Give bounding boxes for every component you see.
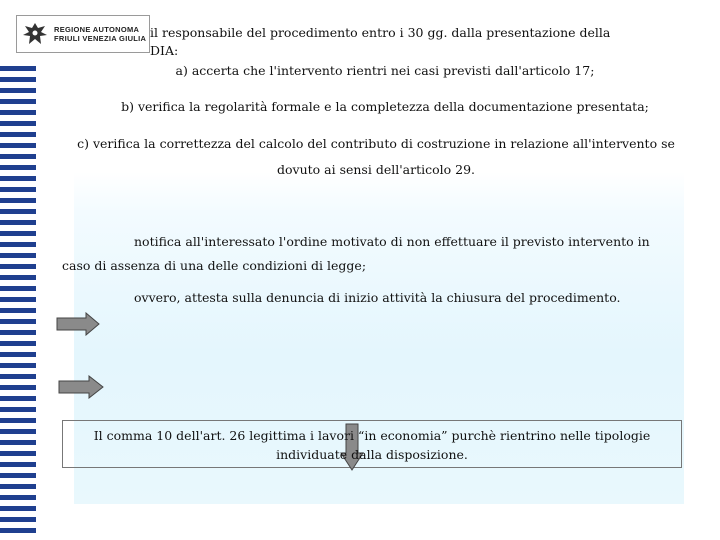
- item-a: a) accerta che l'intervento rientri nei casi previsti dall'articolo 17;: [175, 63, 595, 78]
- heading-text: il responsabile del procedimento entro i 30 gg. dalla presentazione della DIA:: [150, 25, 611, 58]
- notifica-text: notifica all'interessato l'ordine motivato di non effettuare il previsto intervento in caso di assenza di una delle condizioni di legge;: [62, 234, 650, 273]
- logo-line-2: FRIULI VENEZIA GIULIA: [54, 34, 147, 43]
- region-logo: [16, 15, 150, 53]
- eagle-emblem-icon: [20, 19, 50, 49]
- logo-line-1: REGIONE AUTONOMA: [54, 25, 140, 34]
- item-b: b) verifica la regolarità formale e la completezza della documentazione presentata;: [121, 99, 649, 114]
- item-c: c) verifica la correttezza del calcolo del contributo di costruzione in relazione all'intervento se dovuto ai sensi dell'articolo 29.: [77, 136, 675, 177]
- arrow-right-icon: [58, 375, 104, 399]
- decorative-stripes: [0, 66, 36, 536]
- comma-text: Il comma 10 dell'art. 26 legittima i lavori “in economia” purchè rientrino nelle tipologie individuate dalla disposizione.: [93, 428, 651, 462]
- arrow-right-icon: [56, 312, 100, 336]
- ovvero-text: ovvero, attesta sulla denuncia di inizio attività la chiusura del procedimento.: [134, 290, 621, 305]
